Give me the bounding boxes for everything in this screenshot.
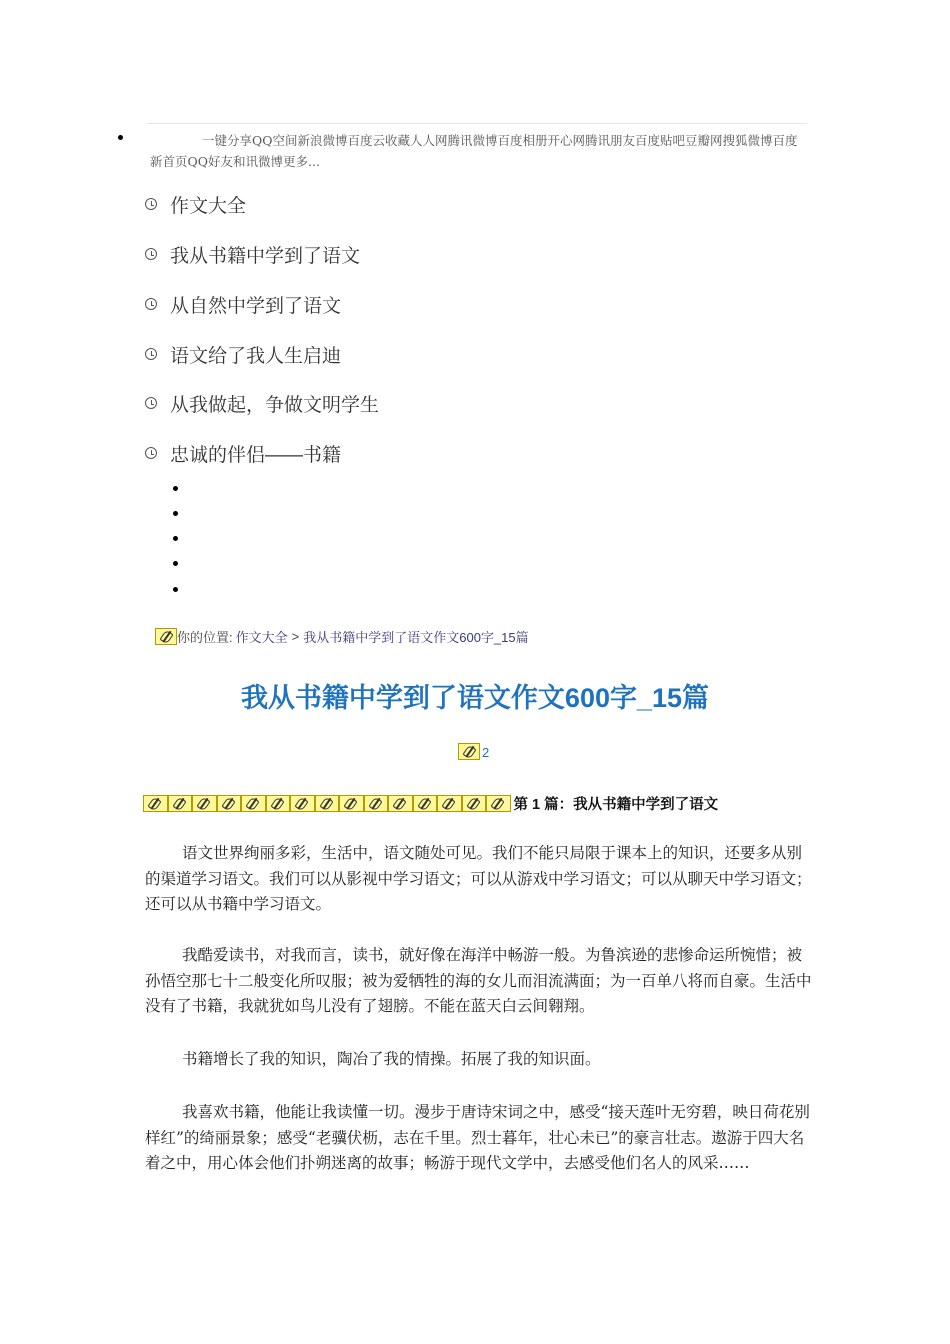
broken-image-icon [192,795,217,812]
nav-item-label: 从我做起，争做文明学生 [170,394,380,416]
broken-image-icon [413,795,438,812]
article-paragraph: 我酷爱读书，对我而言，读书，就好像在海洋中畅游一般。为鲁滨逊的悲惨命运所惋惜；被孙悟空那七十二般变化所叹服；被为爱牺牲的海的女儿而泪流满面；为一百单八将而自豪。生活中没有了书籍，我就犹如鸟儿没有了翅膀。不能在蓝天白云间翱翔。 [145,946,812,1015]
chapter-heading [143,793,718,813]
broken-image-icon [364,795,389,812]
top-divider [147,123,807,124]
image-number: 2 [482,745,490,760]
broken-image-icon [315,795,340,812]
broken-image-icon [217,795,242,812]
nav-item-shuji[interactable] [145,242,360,266]
nav-item-label: 我从书籍中学到了语文 [170,245,361,267]
broken-image-icon [339,795,364,812]
nav-item-label: 作文大全 [170,195,247,217]
broken-image-icon [388,795,413,812]
breadcrumb-home-link[interactable]: 作文大全 [235,629,288,645]
nav-item-wenming[interactable] [145,391,379,415]
broken-image-icon [290,795,315,812]
share-bar-text[interactable]: 一键分享QQ空间新浪微博百度云收藏人人网腾讯微博百度相册开心网腾讯朋友百度贴吧豆瓣网搜狐微博百度新首页QQ好友和讯微博更多... [150,133,798,169]
broken-image-icon [486,795,511,812]
clock-icon [145,447,157,459]
list-bullet [173,561,178,566]
list-bullet [173,511,178,516]
breadcrumb-prefix: 你的位置: [177,629,233,645]
article-paragraph: 语文世界绚丽多彩，生活中，语文随处可见。我们不能只局限于课本上的知识，还要多从别的渠道学习语文。我们可以从影视中学习语文；可以从游戏中学习语文；可以从聊天中学习语文；还可以从书籍中学习语文。 [145,844,812,913]
nav-item-label: 语文给了我人生启迪 [170,345,342,367]
nav-item-zuowen-daquan[interactable] [145,192,246,216]
broken-image-icon [168,795,193,812]
list-bullet [118,135,123,140]
list-bullet [173,587,178,592]
clock-icon [145,298,157,310]
clock-icon [145,348,157,360]
chapter-label: 第 1 篇：我从书籍中学到了语文 [513,796,719,813]
breadcrumb-separator: > [291,628,300,644]
broken-image-icon [437,795,462,812]
broken-image-icon [241,795,266,812]
clock-icon [145,397,157,409]
article-paragraph: 书籍增长了我的知识，陶冶了我的情操。拓展了我的知识面。 [182,1050,601,1068]
nav-item-banlv[interactable] [145,441,341,465]
clock-icon [145,248,157,260]
image-link[interactable] [458,743,489,760]
list-bullet [173,486,178,491]
breadcrumb [155,626,529,646]
broken-image-icon [266,795,291,812]
broken-image-icon [458,743,480,760]
list-bullet [173,536,178,541]
nav-item-qidi[interactable] [145,342,341,366]
clock-icon [145,198,157,210]
article-paragraph: 我喜欢书籍，他能让我读懂一切。漫步于唐诗宋词之中，感受“接天莲叶无穷碧，映日荷花别样红”的绮丽景象；感受“老骥伏枥，志在千里。烈士暮年，壮心未已”的豪言壮志。遨游于四大名着之中，用心体会他们扑朔迷离的故事；畅游于现代文学中，去感受他们名人的风采…… [145,1103,810,1172]
nav-item-ziran[interactable] [145,292,341,316]
broken-image-icon [143,795,168,812]
breadcrumb-current-link[interactable]: 我从书籍中学到了语文作文600字_15篇 [303,629,529,645]
broken-image-icon [155,628,177,645]
broken-image-icon [462,795,487,812]
page-title: 我从书籍中学到了语文作文600字_15篇 [240,683,710,713]
nav-item-label: 忠诚的伴侣——书籍 [170,444,342,466]
nav-item-label: 从自然中学到了语文 [170,295,342,317]
